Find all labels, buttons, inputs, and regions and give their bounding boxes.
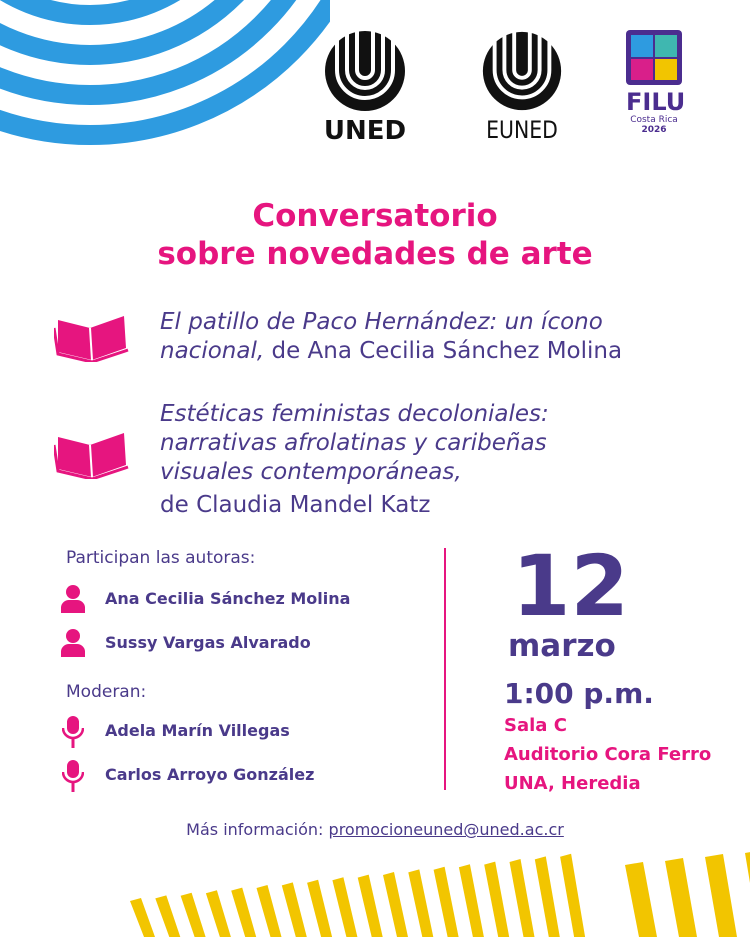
authors-label: Participan las autoras:: [66, 548, 256, 568]
yellow-stripe: [459, 864, 484, 937]
uned-logo: UNED: [320, 30, 410, 150]
event-venue: Sala C Auditorio Cora Ferro UNA, Heredia: [504, 715, 712, 794]
yellow-stripe: [206, 890, 231, 937]
event-title: Conversatorio sobre novedades de arte: [157, 198, 593, 272]
yellow-stripe: [155, 895, 180, 937]
author-name: Sussy Vargas Alvarado: [105, 633, 311, 652]
event-month: marzo: [508, 628, 616, 664]
event-day: 12: [512, 537, 629, 635]
yellow-stripe: [535, 856, 560, 937]
yellow-stripe: [282, 882, 307, 937]
moderators-label: Moderan:: [66, 682, 147, 702]
yellow-stripe: [665, 858, 697, 937]
yellow-stripe: [510, 859, 535, 937]
author-name: Ana Cecilia Sánchez Molina: [105, 589, 351, 608]
event-time: 1:00 p.m.: [504, 677, 654, 710]
yellow-stripe: [358, 875, 383, 937]
yellow-stripe: [745, 850, 750, 937]
moderator-name: Carlos Arroyo González: [105, 765, 315, 784]
book-1: El patillo de Paco Hernández: un ícono nacional, de Ana Cecilia Sánchez Molina: [160, 309, 623, 364]
email-link[interactable]: promocioneuned@uned.ac.cr: [328, 820, 564, 839]
yellow-stripe: [705, 854, 737, 937]
yellow-stripe: [625, 862, 657, 937]
yellow-stripe: [408, 869, 433, 937]
yellow-stripe: [560, 854, 585, 937]
yellow-stripe: [383, 872, 408, 937]
filu-logo: FILU Costa Rica 2026: [626, 30, 682, 135]
footer-info: Más información: promocioneuned@uned.ac.cr: [186, 820, 564, 839]
moderator-name: Adela Marín Villegas: [105, 721, 290, 740]
yellow-stripe: [130, 898, 155, 937]
yellow-stripe: [231, 888, 256, 937]
yellow-stripe: [307, 880, 332, 937]
yellow-stripe: [257, 885, 282, 937]
yellow-stripe: [434, 867, 459, 937]
book-2: Estéticas feministas decoloniales: narrativas afrolatinas y caribeñas visuales contemporáneas, de Claudia Mandel Katz: [160, 401, 549, 518]
yellow-stripe: [181, 893, 206, 937]
yellow-stripe: [332, 877, 357, 937]
euned-logo: EUNED: [478, 30, 566, 150]
yellow-stripe: [484, 862, 509, 937]
